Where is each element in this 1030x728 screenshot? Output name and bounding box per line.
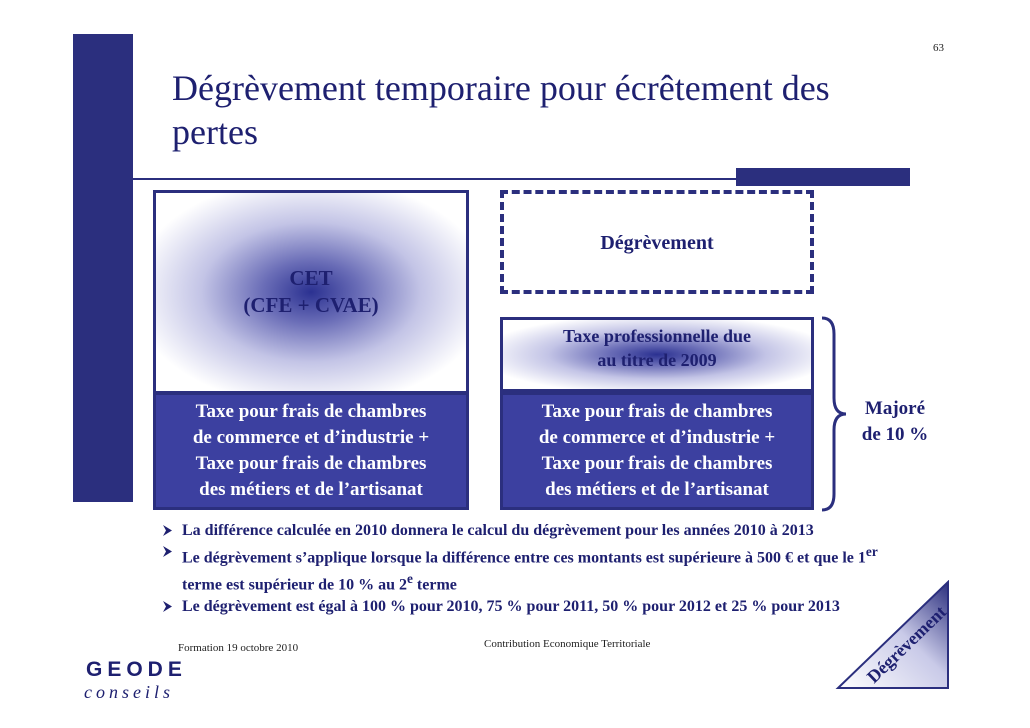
arrow-bullet-icon (160, 596, 176, 617)
superscript: e (407, 571, 413, 587)
logo-geode: GEODE (86, 658, 187, 681)
left-ccl-line: Taxe pour frais de chambres (195, 401, 427, 422)
arrow-bullet-icon (160, 541, 176, 562)
cet-label (153, 265, 469, 319)
corner-triangle (830, 580, 950, 690)
bullet-text: Le dégrèvement est égal à 100 % pour 2010, 75 % pour 2011, 50 % pour 2012 et 25 % pour 2013 (182, 597, 840, 615)
bullet-text: terme est supérieur de 10 % au 2 (182, 576, 407, 594)
left-ccl-line: de commerce et d’industrie + (192, 427, 430, 448)
right-ccl-line: des métiers et de l’artisanat (545, 479, 769, 500)
corner-label: Dégrèvement (862, 601, 950, 687)
bullet-text: La différence calculée en 2010 donnera le calcul du dégrèvement pour les années 2010 à 2013 (182, 522, 814, 539)
curly-brace-icon (818, 316, 848, 512)
left-ccl-line: Taxe pour frais de chambres (195, 453, 427, 474)
footer-date: Formation 19 octobre 2010 (178, 642, 299, 654)
right-ccl-line: de commerce et d’industrie + (538, 427, 776, 448)
bullet-item (160, 520, 920, 541)
bullet-item (160, 541, 920, 596)
tp-label-line-1: Taxe professionnelle due (562, 326, 752, 346)
logo-conseils: conseils (84, 682, 174, 702)
arrow-bullet-icon (160, 520, 176, 541)
left-ccl-line: des métiers et de l’artisanat (199, 479, 423, 500)
bullet-item (160, 596, 920, 617)
cet-label-line-2: (CFE + CVAE) (243, 293, 379, 317)
page-number: 63 (933, 42, 944, 54)
right-ccl-line: Taxe pour frais de chambres (541, 401, 773, 422)
left-accent-bar (73, 34, 133, 502)
superscript: er (865, 544, 878, 559)
bullet-text: terme (412, 576, 457, 594)
degrevement-label: Dégrèvement (600, 232, 714, 254)
left-ccl-text (153, 399, 469, 503)
majore-line-1: Majoré (864, 398, 926, 419)
majore-line-2: de 10 % (861, 424, 929, 445)
right-ccl-line: Taxe pour frais de chambres (541, 453, 773, 474)
tp-label-line-2: au titre de 2009 (597, 350, 717, 370)
cet-label-line-1: CET (289, 266, 333, 290)
bullet-list (160, 520, 920, 617)
bullet-text: Le dégrèvement s’applique lorsque la différence entre ces montants est supérieure à 500 € et que le 1 (182, 549, 866, 567)
slide-title: Dégrèvement temporaire pour écrêtement des pertes (172, 68, 830, 152)
title-divider-accent (736, 168, 910, 186)
majore-label (850, 396, 940, 448)
right-ccl-text (500, 399, 814, 503)
tp-label (500, 324, 814, 372)
footer-title: Contribution Economique Territoriale (484, 638, 651, 650)
